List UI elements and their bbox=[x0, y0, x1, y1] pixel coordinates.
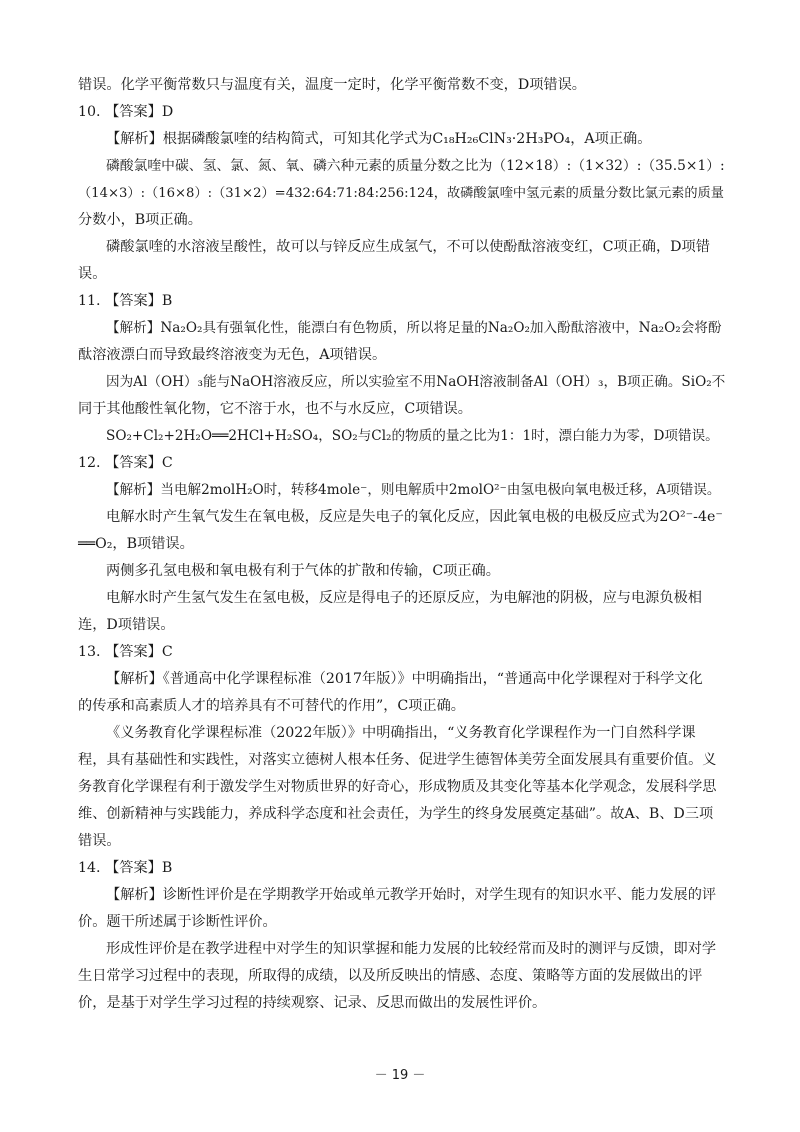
answer-heading-14: 14. 【答案】B bbox=[78, 860, 173, 876]
text-line: 价。题干所述属于诊断性评价。 bbox=[78, 914, 277, 930]
text-line: 的传承和高素质人才的培养具有不可替代的作用”，C项正确。 bbox=[78, 698, 465, 714]
text-line: 【解析】Na₂O₂具有强氧化性，能漂白有色物质，所以将足量的Na₂O₂加入酚酞溶液中，Na₂O₂会将酚 bbox=[106, 320, 722, 336]
text-line: 【解析】《普通高中化学课程标准（2017年版）》中明确指出，“普通高中化学课程对于科学文化 bbox=[106, 671, 703, 687]
text-line: 错误。 bbox=[78, 833, 121, 849]
text-line: 《义务教育化学课程标准（2022年版）》中明确指出，“义务教育化学课程作为一门自然科学课 bbox=[106, 725, 696, 741]
answer-heading-10: 10. 【答案】D bbox=[78, 104, 174, 120]
text-line: 电解水时产生氢气发生在氢电极，反应是得电子的还原反应，为电解池的阴极，应与电源负极相 bbox=[106, 590, 702, 606]
text-line: ══O₂，B项错误。 bbox=[78, 536, 194, 552]
text-line: 分数小，B项正确。 bbox=[78, 212, 202, 228]
text-line: 【解析】诊断性评价是在学期教学开始或单元教学开始时，对学生现有的知识水平、能力发展的评 bbox=[106, 887, 717, 903]
text-line: 同于其他酸性氧化物，它不溶于水，也不与水反应，C项错误。 bbox=[78, 401, 472, 417]
text-line: 形成性评价是在教学进程中对学生的知识掌握和能力发展的比较经常而及时的测评与反馈，即对学 bbox=[106, 941, 717, 957]
text-line: 误。 bbox=[78, 266, 107, 282]
text-line: 程，具有基础性和实践性，对落实立德树人根本任务、促进学生德智体美劳全面发展具有重要价值。义 bbox=[78, 752, 717, 768]
text-line: 【解析】当电解2molH₂O时，转移4mole⁻，则电解质中2molO²⁻由氢电极向氧电极迁移，A项错误。 bbox=[106, 482, 721, 498]
answer-heading-11: 11. 【答案】B bbox=[78, 293, 173, 309]
page-number: － 19 － bbox=[374, 1068, 426, 1083]
text-line: 两侧多孔氢电极和氧电极有利于气体的扩散和传输，C项正确。 bbox=[106, 563, 500, 579]
text-line: 务教育化学课程有利于激发学生对物质世界的好奇心，形成物质及其变化等基本化学观念，发展科学思 bbox=[78, 779, 717, 795]
text-line: 酞溶液漂白而导致最终溶液变为无色，A项错误。 bbox=[78, 347, 387, 363]
answer-heading-12: 12. 【答案】C bbox=[78, 455, 173, 471]
text-line: 【解析】根据磷酸氯喹的结构简式，可知其化学式为C₁₈H₂₆ClN₃·2H₃PO₄，A项正确。 bbox=[106, 131, 652, 147]
text-line: （14×3）:（16×8）:（31×2）=432:64:71:84:256:124，故磷酸氯喹中氢元素的质量分数比氯元素的质量 bbox=[78, 186, 724, 201]
text-line: 维、创新精神与实践能力，养成科学态度和社会责任，为学生的终身发展奠定基础”。故A、B、D三项 bbox=[78, 806, 714, 822]
text-line: 生日常学习过程中的表现，所取得的成绩，以及所反映出的情感、态度、策略等方面的发展做出的评 bbox=[78, 968, 703, 984]
answer-heading-13: 13. 【答案】C bbox=[78, 644, 173, 660]
text-line: 电解水时产生氧气发生在氧电极，反应是失电子的氧化反应，因此氧电极的电极反应式为2O²⁻-4e⁻ bbox=[106, 509, 723, 525]
text-line: 价，是基于对学生学习过程的持续观察、记录、反思而做出的发展性评价。 bbox=[78, 995, 547, 1011]
text-line: 因为Al（OH）₃能与NaOH溶液反应，所以实验室不用NaOH溶液制备Al（OH）₃，B项正确。SiO₂不 bbox=[106, 374, 726, 390]
text-line: 错误。化学平衡常数只与温度有关，温度一定时，化学平衡常数不变，D项错误。 bbox=[78, 77, 586, 93]
text-line: 连，D项错误。 bbox=[78, 617, 175, 633]
text-line: 磷酸氯喹的水溶液呈酸性，故可以与锌反应生成氢气，不可以使酚酞溶液变红，C项正确，D项错 bbox=[106, 239, 710, 255]
text-line: SO₂+Cl₂+2H₂O══2HCl+H₂SO₄，SO₂与Cl₂的物质的量之比为1：1时，漂白能力为零，D项错误。 bbox=[106, 428, 719, 444]
text-line: 磷酸氯喹中碳、氢、氯、氮、氧、磷六种元素的质量分数之比为（12×18）:（1×32）:（35.5×1）: bbox=[106, 158, 725, 174]
